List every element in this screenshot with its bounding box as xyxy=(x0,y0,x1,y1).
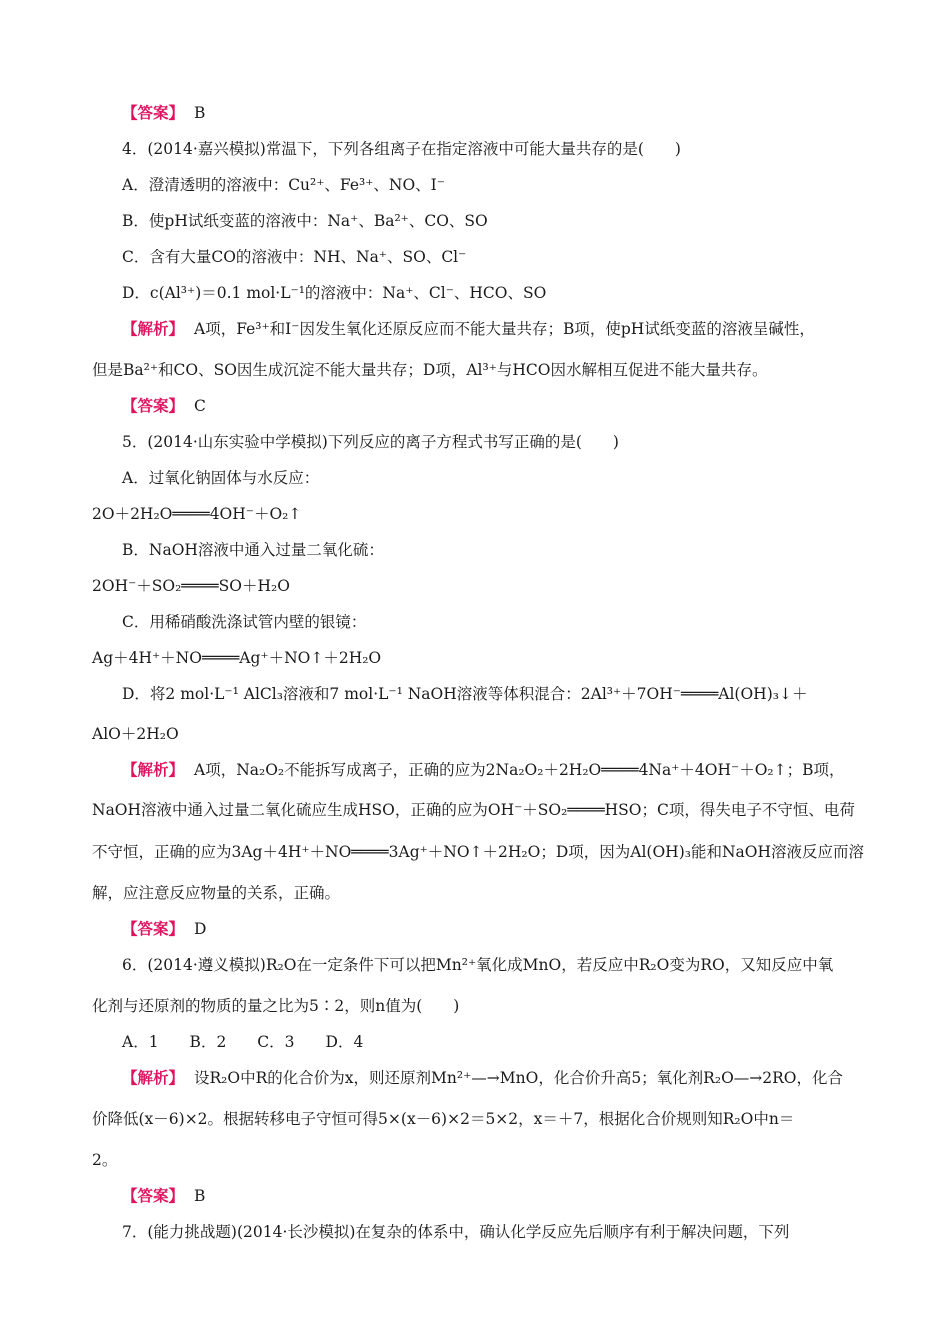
answer-value: B xyxy=(194,104,206,122)
q6-options: A．1 B．2 C．3 D．4 xyxy=(122,1033,364,1051)
analysis-continuation: 不守恒，正确的应为3Ag＋4H⁺＋NO════3Ag⁺＋NO↑＋2H₂O；D项，因为Al(OH)₃能和NaOH溶液反应而溶 xyxy=(92,843,864,861)
q4-option-c: C．含有大量CO的溶液中：NH、Na⁺、SO、Cl⁻ xyxy=(122,248,467,266)
answer-line xyxy=(122,919,892,939)
q5-option-d: D．将2 mol·L⁻¹ AlCl₃溶液和7 mol·L⁻¹ NaOH溶液等体积混合：2Al³⁺＋7OH⁻════Al(OH)₃↓＋ xyxy=(122,685,808,703)
analysis-text: A项，Fe³⁺和I⁻因发生氧化还原反应而不能大量共存；B项，使pH试纸变蓝的溶液呈碱性， xyxy=(194,320,815,338)
answer-tag: 【答案】 xyxy=(122,1186,185,1205)
q5-option-a: A．过氧化钠固体与水反应： xyxy=(122,469,320,487)
question-6-stem: 6．(2014·遵义模拟)R₂O在一定条件下可以把Mn²⁺氧化成MnO，若反应中R₂O变为RO，又知反应中氧 xyxy=(122,956,834,974)
answer-line xyxy=(122,396,892,416)
analysis-tag: 【解析】 xyxy=(122,1068,185,1087)
analysis-line xyxy=(122,1068,892,1088)
answer-tag: 【答案】 xyxy=(122,103,185,122)
analysis-continuation: 解，应注意反应物量的关系，正确。 xyxy=(92,884,341,902)
q4-option-d: D．c(Al³⁺)＝0.1 mol·L⁻¹的溶液中：Na⁺、Cl⁻、HCO、SO xyxy=(122,284,547,302)
analysis-line xyxy=(122,760,892,780)
q5-option-c: C．用稀硝酸洗涤试管内壁的银镜： xyxy=(122,613,367,631)
analysis-text: A项，Na₂O₂不能拆写成离子，正确的应为2Na₂O₂＋2H₂O════4Na⁺＋4OH⁻＋O₂↑；B项， xyxy=(194,761,845,779)
question-5-stem: 5．(2014·山东实验中学模拟)下列反应的离子方程式书写正确的是( ) xyxy=(122,433,619,451)
analysis-tag: 【解析】 xyxy=(122,760,185,779)
analysis-continuation: 价降低(x－6)×2。根据转移电子守恒可得5×(x－6)×2＝5×2，x＝＋7，根据化合价规则知R₂O中n＝ xyxy=(92,1110,795,1128)
answer-tag: 【答案】 xyxy=(122,396,185,415)
q5-option-c-equation: Ag＋4H⁺＋NO════Ag⁺＋NO↑＋2H₂O xyxy=(92,649,382,667)
analysis-tag: 【解析】 xyxy=(122,319,185,338)
question-7-stem: 7．(能力挑战题)(2014·长沙模拟)在复杂的体系中，确认化学反应先后顺序有利于解决问题，下列 xyxy=(122,1223,790,1241)
question-4-stem: 4．(2014·嘉兴模拟)常温下，下列各组离子在指定溶液中可能大量共存的是( ) xyxy=(122,140,681,158)
q4-option-b: B．使pH试纸变蓝的溶液中：Na⁺、Ba²⁺、CO、SO xyxy=(122,212,488,230)
analysis-continuation: 2。 xyxy=(92,1151,118,1169)
answer-value: B xyxy=(194,1187,206,1205)
analysis-text: 设R₂O中R的化合价为x，则还原剂Mn²⁺—→MnO，化合价升高5；氧化剂R₂O—→2RO，化合 xyxy=(194,1069,843,1087)
q5-option-a-equation: 2O＋2H₂O════4OH⁻＋O₂↑ xyxy=(92,505,302,523)
analysis-continuation: 但是Ba²⁺和CO、SO因生成沉淀不能大量共存；D项，Al³⁺与HCO因水解相互促进不能大量共存。 xyxy=(92,361,768,379)
question-6-continuation: 化剂与还原剂的物质的量之比为5∶2，则n值为( ) xyxy=(92,997,460,1015)
q5-option-b-equation: 2OH⁻＋SO₂════SO＋H₂O xyxy=(92,577,290,595)
analysis-line xyxy=(122,319,892,339)
answer-value: D xyxy=(194,920,207,938)
answer-line xyxy=(122,1186,892,1206)
answer-line xyxy=(122,103,892,123)
answer-value: C xyxy=(194,397,206,415)
q5-option-b: B．NaOH溶液中通入过量二氧化硫： xyxy=(122,541,384,559)
q5-option-d-continuation: AlO＋2H₂O xyxy=(92,725,179,743)
answer-tag: 【答案】 xyxy=(122,919,185,938)
q4-option-a: A．澄清透明的溶液中：Cu²⁺、Fe³⁺、NO、I⁻ xyxy=(122,176,445,194)
analysis-continuation: NaOH溶液中通入过量二氧化硫应生成HSO，正确的应为OH⁻＋SO₂════HSO；C项，得失电子不守恒、电荷 xyxy=(92,801,855,819)
